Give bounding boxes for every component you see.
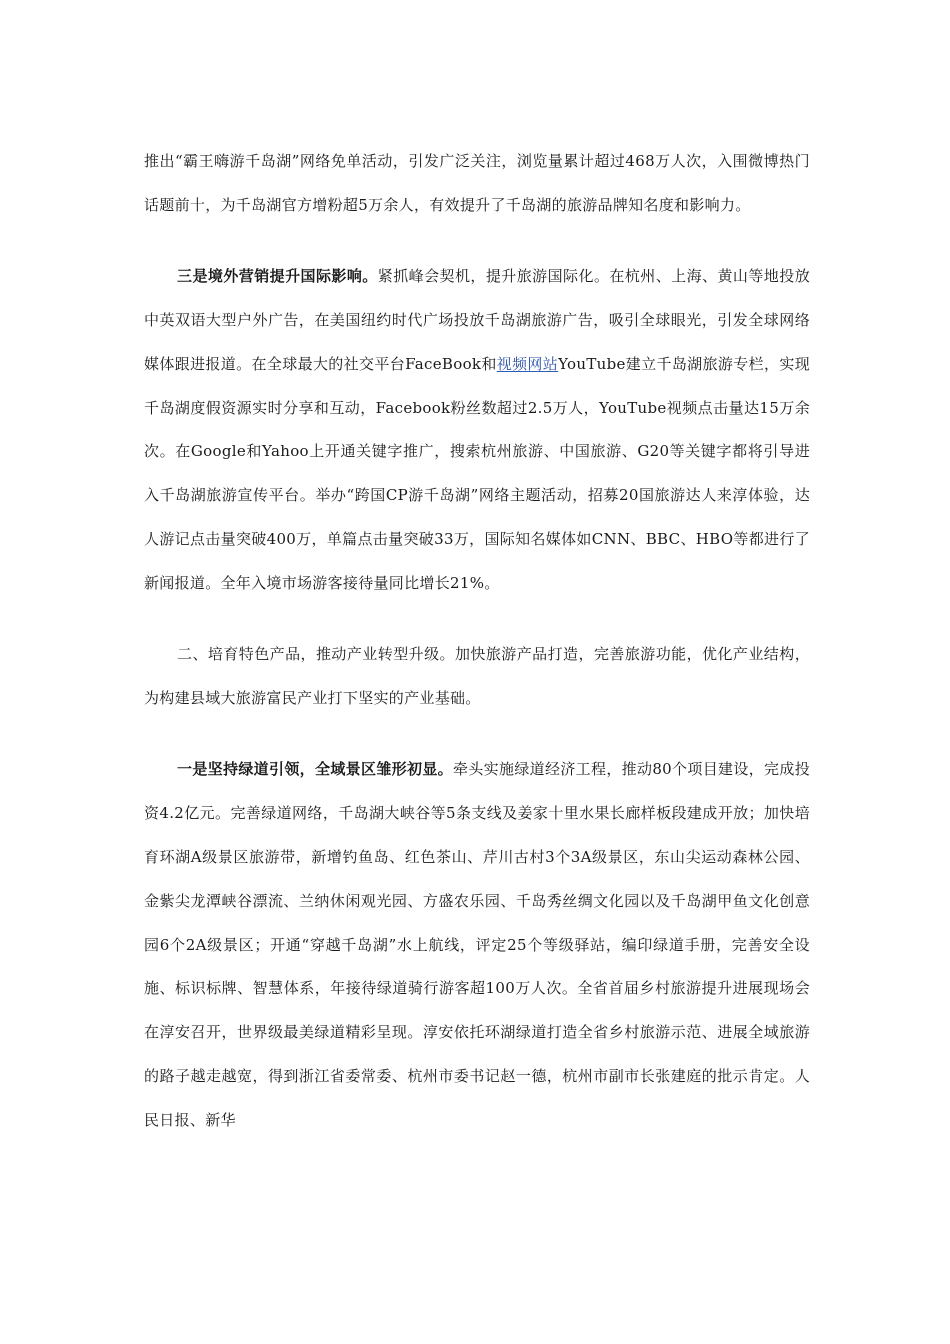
paragraph-lead: 三是境外营销提升国际影响。 — [177, 266, 378, 285]
paragraph-text: 牵头实施绿道经济工程，推动80个项目建设，完成投资4.2亿元。完善绿道网络，千岛湖大峡谷等5条支线及姜家十里水果长廊样板段建成开放；加快培育环湖A级景区旅游带，新增钓鱼岛、红色茶山、芹川古村3个3A级景区，东山尖运动森林公园、金紫尖龙潭峡谷漂流、兰纳休闲观光园、方盛农乐园、千岛秀丝绸文化园以及千岛湖甲鱼文化创意园6个2A级景区；开通“穿越千岛湖”水上航线，评定25个等级驿站，编印绿道手册，完善安全设施、标识标牌、智慧体系，年接待绿道骑行游客超100万人次。全省首届乡村旅游提升进展现场会在淳安召开，世界级最美绿道精彩呈现。淳安依托环湖绿道打造全省乡村旅游示范、进展全域旅游的路子越走越宽，得到浙江省委常委、杭州市委书记赵一德，杭州市副市长张建庭的批示肯定。人民日报、新华 — [144, 759, 811, 1130]
paragraph-greenway — [144, 748, 810, 1143]
document-body — [144, 140, 810, 1143]
video-site-link[interactable] — [497, 355, 558, 373]
paragraph-text-continued: YouTube建立千岛湖旅游专栏，实现千岛湖度假资源实时分享和互动，Facebook粉丝数超过2.5万人，YouTube视频点击量达15万余次。在Google和Yahoo上开通关键字推广，搜索杭州旅游、中国旅游、G20等关键字都将引导进入千岛湖旅游宣传平台。举办“跨国CP游千岛湖”网络主题活动，招募20国旅游达人来淳体验，达人游记点击量突破400万，单篇点击量突破33万，国际知名媒体如CNN、BBC、HBO等都进行了新闻报道。全年入境市场游客接待量同比增长21%。 — [144, 354, 810, 593]
paragraph-section-two — [144, 633, 810, 721]
paragraph-online-campaign — [144, 140, 810, 228]
link-text: 视频网站 — [496, 354, 559, 373]
paragraph-lead: 一是坚持绿道引领，全域景区雏形初显。 — [177, 759, 453, 778]
paragraph-text: 紧抓峰会契机，提升旅游国际化。在杭州、上海、黄山等地投放中英双语大型户外广告，在美国纽约时代广场投放千岛湖旅游广告，吸引全球眼光，引发全球网络媒体跟进报道。在全球最大的社交平台FaceBook和 — [144, 266, 810, 373]
paragraph-text: 推出“霸王嗨游千岛湖”网络免单活动，引发广泛关注，浏览量累计超过468万人次，入围微博热门话题前十，为千岛湖官方增粉超5万余人，有效提升了千岛湖的旅游品牌知名度和影响力。 — [144, 152, 810, 214]
paragraph-text: 二、培育特色产品，推动产业转型升级。加快旅游产品打造，完善旅游功能，优化产业结构，为构建县域大旅游富民产业打下坚实的产业基础。 — [144, 645, 810, 707]
paragraph-overseas-marketing — [144, 255, 810, 606]
